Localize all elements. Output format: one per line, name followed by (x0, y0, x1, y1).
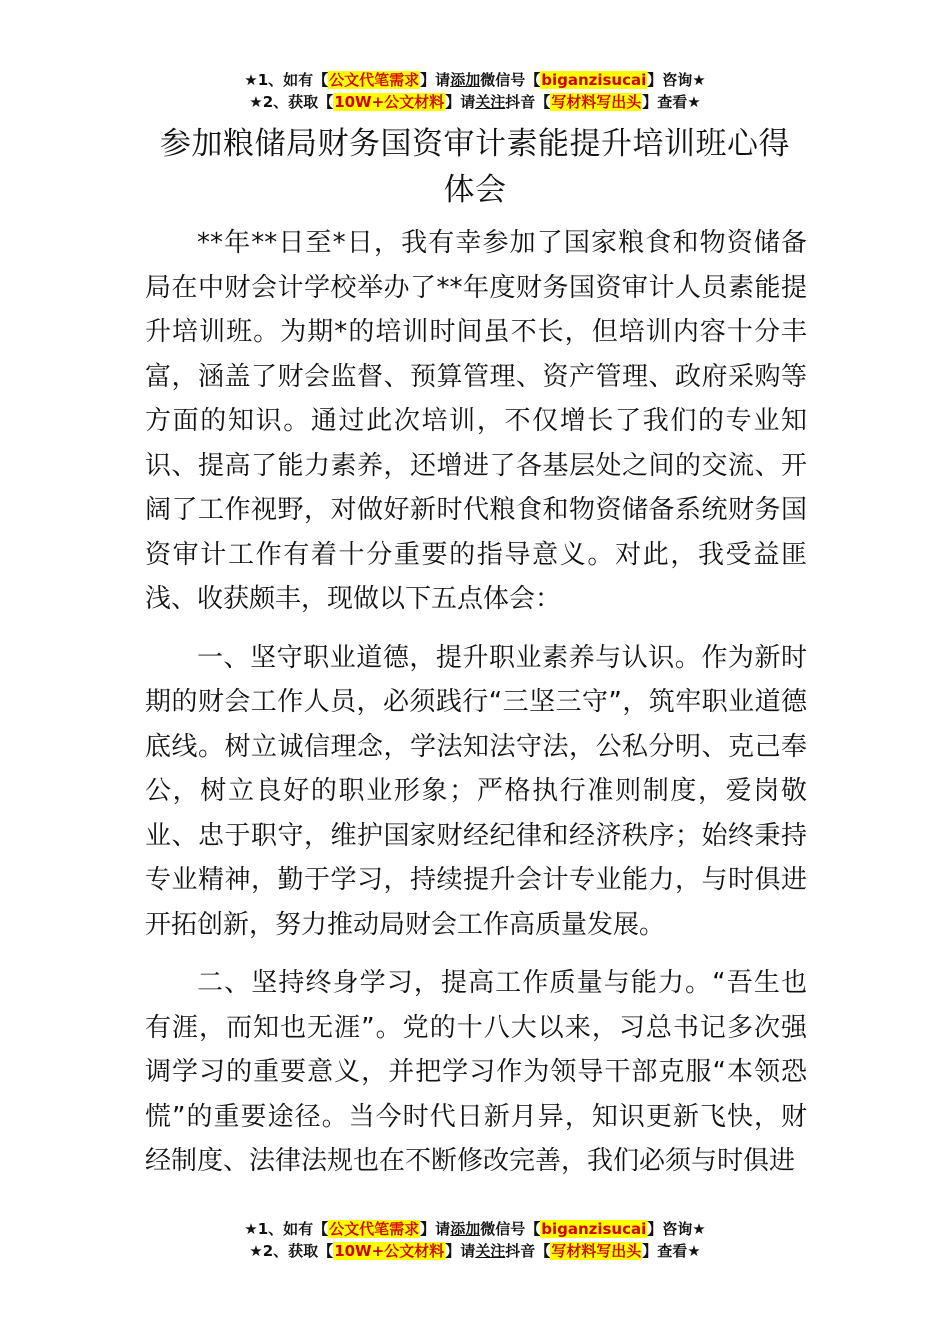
promo-douyin-account: 写材料写出头 (551, 1242, 642, 1260)
promo-text: 】请 (420, 71, 451, 89)
promo-text: 】查看★ (642, 1242, 701, 1260)
promo-text: 】咨询★ (647, 71, 706, 89)
promo-line-2 (0, 91, 950, 113)
promo-highlight: 公文代笔需求 (329, 71, 420, 89)
promo-text: 】请 (445, 1242, 476, 1260)
promo-text: 】查看★ (642, 93, 701, 111)
promo-line-2 (0, 1240, 950, 1262)
promo-banner-top (0, 69, 950, 113)
promo-text: 微信号【 (480, 1220, 541, 1238)
promo-text: ★2、获取【 (249, 1242, 334, 1260)
section-one-paragraph: 一、坚守职业道德，提升职业素养与认识。作为新时期的财会工作人员，必须践行“三坚三守”，筑牢职业道德底线。树立诚信理念，学法知法守法，公私分明、克己奉公，树立良好的职业形象；严格执行准则制度，爱岗敬业、忠于职守，维护国家财经纪律和经济秩序；始终秉持专业精神，勤于学习，持续提升会计专业能力，与时俱进开拓创新，努力推动局财会工作高质量发展。 (145, 642, 807, 940)
promo-wechat-id: biganzisucai (541, 71, 647, 89)
promo-line-1 (0, 1218, 950, 1240)
promo-highlight: 公文代笔需求 (329, 1220, 420, 1238)
section-two-paragraph: 二、坚持终身学习，提高工作质量与能力。“吾生也有涯，而知也无涯”。党的十八大以来，习总书记多次强调学习的重要意义，并把学习作为领导干部克服“本领恐慌”的重要途径。当今时代日新月异，知识更新飞快，财经制度、法律法规也在不断修改完善，我们必须与时俱进 (145, 968, 807, 1176)
intro-paragraph: **年**日至*日，我有幸参加了国家粮食和物资储备局在中财会计学校举办了**年度财务国资审计人员素能提升培训班。为期*的培训时间虽不长，但培训内容十分丰富，涵盖了财会监督、预算管理、资产管理、政府采购等方面的知识。通过此次培训，不仅增长了我们的专业知识、提高了能力素养，还增进了各基层处之间的交流、开阔了工作视野，对做好新时代粮食和物资储备系统财务国资审计工作有着十分重要的指导意义。对此，我受益匪浅、收获颇丰，现做以下五点体会： (145, 228, 807, 614)
promo-underlined-text: 添加 (450, 71, 481, 89)
promo-text: ★2、获取【 (249, 93, 334, 111)
promo-banner-bottom (0, 1218, 950, 1262)
promo-underlined-text: 添加 (450, 1220, 481, 1238)
document-body (145, 221, 807, 1198)
promo-text: 】请 (445, 93, 476, 111)
promo-highlight: 10W+公文材料 (334, 93, 445, 111)
promo-text: 微信号【 (480, 71, 541, 89)
promo-highlight: 10W+公文材料 (334, 1242, 445, 1260)
promo-underlined-text: 关注 (475, 93, 506, 111)
promo-wechat-id: biganzisucai (541, 1220, 647, 1238)
promo-text: 抖音【 (505, 93, 551, 111)
document-title: 参加粮储局财务国资审计素能提升培训班心得体会 (160, 126, 790, 208)
promo-text: ★1、如有【 (244, 1220, 329, 1238)
promo-underlined-text: 关注 (475, 1242, 506, 1260)
promo-douyin-account: 写材料写出头 (551, 93, 642, 111)
promo-line-1 (0, 69, 950, 91)
promo-text: 】咨询★ (647, 1220, 706, 1238)
promo-text: ★1、如有【 (244, 71, 329, 89)
promo-text: 抖音【 (505, 1242, 551, 1260)
promo-text: 】请 (420, 1220, 451, 1238)
